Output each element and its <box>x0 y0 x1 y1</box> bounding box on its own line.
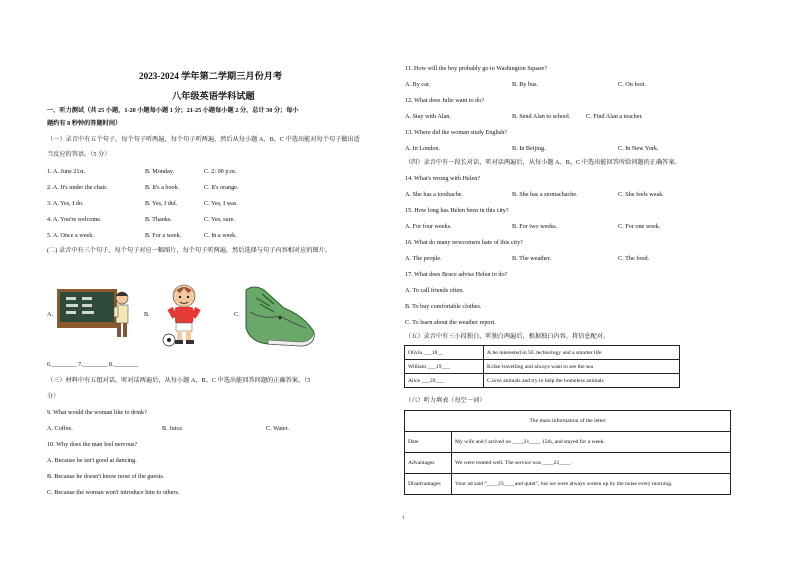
q2-c: C. It's orange. <box>204 184 239 191</box>
q12-a: A. Stay with Alan. <box>405 113 451 120</box>
q13-c: C. In New York. <box>618 145 659 152</box>
table-row <box>405 432 731 453</box>
row-value[interactable]: We were treated well. The service was ____22____. <box>452 453 731 474</box>
q3-a: 3. A. Yes, I do. <box>47 200 84 207</box>
part-1-instruction-cont: 当反应的答语。（5 分） <box>47 151 111 158</box>
q9-c: C. Water. <box>266 425 289 432</box>
q14-a: A. She has a toothache. <box>405 191 464 198</box>
q14-question: 14. What's wrong with Helen? <box>405 175 481 182</box>
q4-b: B. Thanks. <box>145 216 172 223</box>
row-key: Advantages <box>405 453 452 474</box>
row-value[interactable]: My wife and I arrived on ____21____ 15th, and stayed for a week. <box>452 432 731 453</box>
shoe-picture <box>240 282 318 352</box>
match-right: A.be interested in 5G technology and a smarter life <box>484 346 680 360</box>
q1-a: 1. A. June 21st. <box>47 168 86 175</box>
q17-question: 17. What does Bruce advise Helen to do? <box>405 271 508 278</box>
q10-c: C. Because the woman won't introduce him to others. <box>47 489 180 496</box>
q11-a: A. By car. <box>405 81 431 88</box>
table-row <box>405 360 680 374</box>
part-5-instruction: （五）录音中有三小段独白，听独白两遍后，根据独白内容，将信息配对。 <box>405 333 610 340</box>
boy-football-picture <box>162 282 207 348</box>
q15-question: 15. How long has Helen been in this city? <box>405 207 509 214</box>
q14-c: C. She feels weak. <box>618 191 664 198</box>
table-row <box>405 453 731 474</box>
part-1-instruction: （一）录音中有五个句子，每个句子听两遍，每个句子听两遍，然后从每小题 A、B、C 中选出能对每个句子做出适 <box>47 136 360 143</box>
exam-subtitle: 八年级英语学科试题 <box>172 91 255 101</box>
q9-question: 9. What would the woman like to drink? <box>47 409 147 416</box>
part-4-instruction: （四）录音中有一段长对话，听对话两遍后，从每小题 A、B、C 中选出能回答所给问题的正确答案。 <box>405 159 681 166</box>
q9-a: A. Coffee. <box>47 425 73 432</box>
match-left[interactable]: William ___19___ <box>405 360 484 374</box>
q9-b: B. Juice. <box>162 425 184 432</box>
matching-table <box>404 345 680 388</box>
q17-b: B. To buy comfortable clothes. <box>405 303 482 310</box>
match-left[interactable]: Alice ___20___ <box>405 374 484 388</box>
answer-blanks-6-8[interactable]: 6.________ 7.________ 8.________ <box>47 361 139 368</box>
section-1-heading: 一、听力测试（共 25 小题，1-20 小题每小题 1 分；21-25 小题每小题 2 分，总计 30 分；每小 <box>47 107 299 114</box>
q16-c: C. The food. <box>618 255 650 262</box>
teacher-blackboard-picture <box>56 285 136 340</box>
q10-b: B. Because he doesn't know most of the guests. <box>47 473 165 480</box>
q4-c: C. Yes, sure. <box>204 216 235 223</box>
q12-question: 12. What does Julie want to do? <box>405 97 485 104</box>
q16-question: 16. What do many newcomers hate of this city? <box>405 239 523 246</box>
table-row <box>405 374 680 388</box>
q5-c: C. In a week. <box>204 232 237 239</box>
row-key: Date <box>405 432 452 453</box>
q16-a: A. The people. <box>405 255 442 262</box>
q17-c: C. To learn about the weather report. <box>405 319 496 326</box>
part-2-instruction: (二) 录音中有三个句子，每个句子对应一幅图片，每个句子听两遍，然后选择与句子内容相对应的图片。 <box>47 247 332 254</box>
q16-b: B. The weather. <box>512 255 552 262</box>
q3-b: B. Yes, I did. <box>145 200 178 207</box>
q3-c: C. Yes, I was. <box>204 200 238 207</box>
page-number: 1 <box>402 516 405 521</box>
table-row <box>405 346 680 360</box>
q2-a: 2. A. It's under the chair. <box>47 184 108 191</box>
row-value[interactable]: Your ad said “____23____and quiet”, but we were always woken up by the noise every morning. <box>452 474 731 495</box>
pic-label-a: A. <box>47 311 54 318</box>
q1-b: B. Monday. <box>145 168 174 175</box>
table-title: The main information of the letter <box>405 411 731 432</box>
q15-c: C. For one week. <box>618 223 661 230</box>
part-3-instruction: （三）材料中有五组对话，听对话两遍后，从每小题 A、B、C 中选出能回答问题的正确答案。（5 <box>47 377 311 384</box>
exam-title: 2023-2024 学年第二学期三月份月考 <box>139 71 283 81</box>
pic-label-c: C. <box>234 311 240 318</box>
part-6-instruction: （六）听力填表（每空一词） <box>405 397 486 404</box>
q5-b: B. For a week. <box>145 232 182 239</box>
q5-a: 5. A. Once a week. <box>47 232 94 239</box>
q12-c: C. Find Alan a teacher. <box>586 113 643 120</box>
q13-a: A. In London. <box>405 145 441 152</box>
match-right: C.love animals and try to help the homeless animals <box>484 374 680 388</box>
q13-b: B. In Beijing. <box>512 145 546 152</box>
q1-c: C. 2: 00 p.m. <box>204 168 237 175</box>
letter-info-table <box>404 410 731 495</box>
q4-a: 4. A. You're welcome. <box>47 216 102 223</box>
q15-b: B. For two weeks. <box>512 223 558 230</box>
q13-question: 13. Where did the woman study English? <box>405 129 508 136</box>
q11-question: 11. How will the boy probably go to Washington Square? <box>405 65 548 72</box>
pic-label-b: B. <box>144 311 150 318</box>
row-key: Disadvantages <box>405 474 452 495</box>
q12-b: B. Send Alan to school. <box>512 113 571 120</box>
q14-b: B. She has a stomachache. <box>512 191 578 198</box>
q11-b: B. By bus. <box>512 81 539 88</box>
section-1-heading-cont: 题约有 8 秒钟的答题时间） <box>47 120 122 127</box>
match-left[interactable]: Olivia ___18__ <box>405 346 484 360</box>
q17-a: A. To call friends often. <box>405 287 464 294</box>
table-row <box>405 474 731 495</box>
q15-a: A. For four weeks. <box>405 223 452 230</box>
q11-c: C. On foot. <box>618 81 646 88</box>
part-3-instruction-cont: 分） <box>47 393 60 400</box>
q10-question: 10. Why does the man feel nervous? <box>47 441 138 448</box>
q2-b: B. It's a book. <box>145 184 180 191</box>
q10-a: A. Because he isn't good at dancing. <box>47 457 137 464</box>
match-right: B.like travelling and always want to see the sea <box>484 360 680 374</box>
table-row <box>405 411 731 432</box>
